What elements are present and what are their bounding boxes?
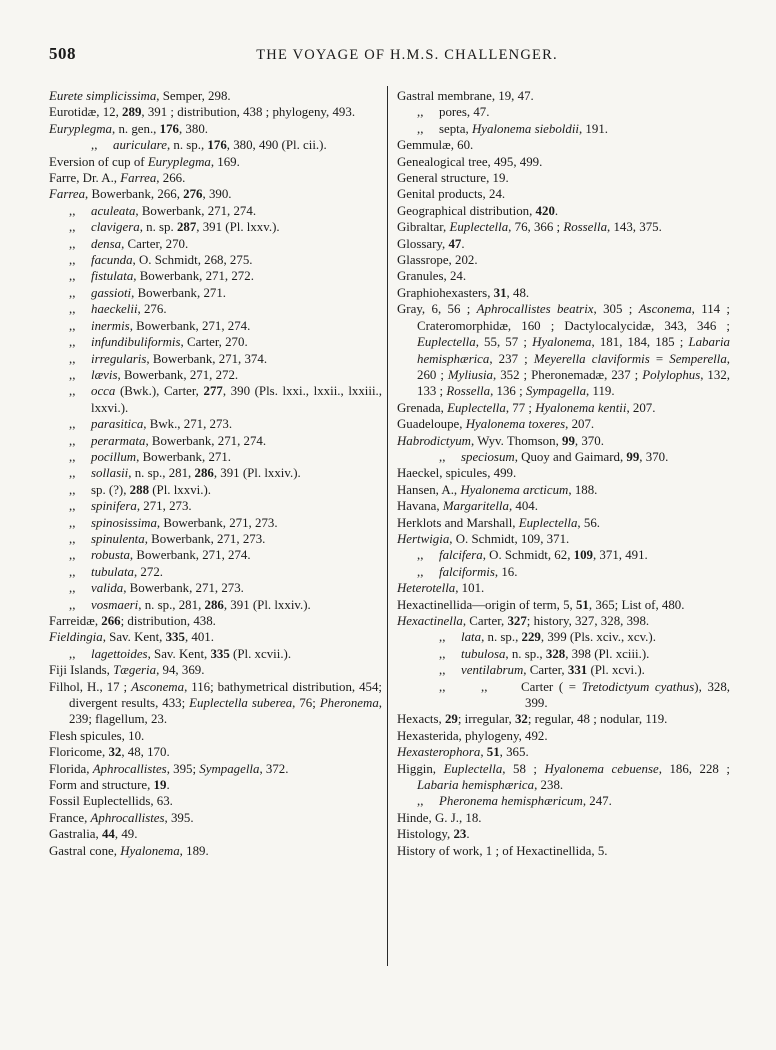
index-subentry: ,, densa, Carter, 270. xyxy=(69,236,189,251)
index-entry: Hexacts, 29; irregular, 32; regular, 48 ; nodular, 119. xyxy=(397,712,668,727)
index-subentry: ,, robusta, Bowerbank, 271, 274. xyxy=(69,548,251,563)
index-subentry: ,, parasitica, Bwk., 271, 273. xyxy=(69,417,233,432)
ditto-mark: ,, xyxy=(91,138,98,153)
index-entry: Gastral membrane, 19, 47. xyxy=(397,89,534,103)
index-entry: Farrea, Bowerbank, 266, 276, 390. xyxy=(49,187,232,202)
index-subentry: ,, auriculare, n. sp., 176, 380, 490 (Pl. cii.). xyxy=(91,138,327,153)
index-subentry: ,, perarmata, Bowerbank, 271, 274. xyxy=(69,433,267,448)
index-entry: Fiji Islands, Tægeria, 94, 369. xyxy=(49,663,205,678)
index-entry: Hexasterophora, 51, 365. xyxy=(397,745,529,760)
index-subentry: ,, facunda, O. Schmidt, 268, 275. xyxy=(69,253,253,268)
index-subentry: ,, ventilabrum, Carter, 331 (Pl. xcvi.). xyxy=(439,663,645,678)
index-entry: Gastralia, 44, 49. xyxy=(49,827,138,842)
index-subentry: ,, Pheronema hemisphæricum, 247. xyxy=(417,794,612,809)
index-entry: Guadeloupe, Hyalonema toxeres, 207. xyxy=(397,417,595,432)
index-entry: Gray, 6, 56 ; Aphrocallistes beatrix, 305 ; Asconema, 114 ; Crateromorphidæ, 160 ; Dactylocalycidæ, 343, 346 ; Euplectella, 55, 57 ; Hyalonema, 181, 184, 185 ; Labaria hemisphærica, 237 ; Meyerella claviformis = Semperella, 260 ; Myliusia, 352 ; Pheronemadæ, 237 ; Polylophus, 132, 133 ; Rossella, 136 ; Sympagella, 119. xyxy=(397,302,731,399)
index-entry: Hansen, A., Hyalonema arcticum, 188. xyxy=(397,482,598,497)
index-entry: Graphiohexasters, 31, 48. xyxy=(397,285,530,300)
index-subentry: ,, ,, Carter ( = Tretodictyum cyathus), 328, 399. xyxy=(439,679,730,711)
index-subentry: ,, spinulenta, Bowerbank, 271, 273. xyxy=(69,531,266,546)
index-entry: Geographical distribution, 420. xyxy=(397,203,559,218)
index-subentry: ,, sp. (?), 288 (Pl. lxxvi.). xyxy=(69,482,211,497)
index-subentry: ,, falcifera, O. Schmidt, 62, 109, 371, 491. xyxy=(417,548,648,563)
index-entry: Higgin, Euplectella, 58 ; Hyalonema cebuense, 186, 228 ; Labaria hemisphærica, 238. xyxy=(397,761,730,793)
index-entry: Glassrope, 202. xyxy=(397,253,478,268)
index-entry: Habrodictyum, Wyv. Thomson, 99, 370. xyxy=(397,433,604,448)
index-entry: Hexactinellida—origin of term, 5, 51, 365; List of, 480. xyxy=(397,597,685,612)
index-subentry: ,, lævis, Bowerbank, 271, 272. xyxy=(69,367,239,382)
running-head: THE VOYAGE OF H.M.S. CHALLENGER. xyxy=(256,47,558,63)
index-subentry: ,, speciosum, Quoy and Gaimard, 99, 370. xyxy=(439,449,669,464)
index-entry: Form and structure, 19. xyxy=(49,778,170,793)
index-entry: Farreidæ, 266; distribution, 438. xyxy=(49,614,216,628)
index-entry: France, Aphrocallistes, 395. xyxy=(49,810,194,825)
index-entry: Eversion of cup of Euryplegma, 169. xyxy=(49,154,240,169)
index-subentry: ,, spinifera, 271, 273. xyxy=(69,499,192,514)
index-entry: Fieldingia, Sav. Kent, 335, 401. xyxy=(49,630,214,645)
index-subentry: ,, pores, 47. xyxy=(417,105,490,120)
right-column xyxy=(397,88,730,859)
index-subentry: ,, lata, n. sp., 229, 399 (Pls. xciv., xcv.). xyxy=(439,630,656,645)
index-subentry: ,, irregularis, Bowerbank, 271, 374. xyxy=(69,351,268,366)
index-subentry: ,, vosmaeri, n. sp., 281, 286, 391 (Pl. lxxiv.). xyxy=(69,597,311,612)
index-subentry: ,, pocillum, Bowerbank, 271. xyxy=(69,449,231,464)
column-divider xyxy=(387,86,388,966)
index-entry: Histology, 23. xyxy=(397,827,470,842)
page-number: 508 xyxy=(49,44,76,63)
index-entry: Fossil Euplectellids, 63. xyxy=(49,794,173,809)
index-entry: Gastral cone, Hyalonema, 189. xyxy=(49,843,209,858)
index-subentry: ,, valida, Bowerbank, 271, 273. xyxy=(69,581,244,596)
index-entry: Farre, Dr. A., Farrea, 266. xyxy=(49,171,186,186)
index-entry: Glossary, 47. xyxy=(397,236,465,251)
index-subentry: ,, haeckelii, 276. xyxy=(69,302,167,317)
index-entry: Grenada, Euplectella, 77 ; Hyalonema kentii, 207. xyxy=(397,400,656,415)
index-entry: Gibraltar, Euplectella, 76, 366 ; Rossella, 143, 375. xyxy=(397,220,662,235)
index-subentry: ,, spinosissima, Bowerbank, 271, 273. xyxy=(69,515,278,530)
index-entry: Eurotidæ, 12, 289, 391 ; distribution, 438 ; phylogeny, 493. xyxy=(49,105,356,120)
index-subentry: ,, occa (Bwk.), Carter, 277, 390 (Pls. lxxi., lxxii., lxxiii., lxxvi.). xyxy=(69,384,383,415)
index-subentry: ,, fistulata, Bowerbank, 271, 272. xyxy=(69,269,254,284)
index-subentry: ,, tubulata, 272. xyxy=(69,564,163,579)
index-subentry: ,, lagettoides, Sav. Kent, 335 (Pl. xcvii.). xyxy=(69,646,292,661)
left-column xyxy=(49,88,382,859)
index-entry: Hertwigia, O. Schmidt, 109, 371. xyxy=(397,531,570,546)
index-entry: Floricome, 32, 48, 170. xyxy=(49,745,170,760)
index-entry: Genital products, 24. xyxy=(397,187,506,202)
index-entry: Havana, Margaritella, 404. xyxy=(397,499,538,514)
index-subentry: ,, clavigera, n. sp. 287, 391 (Pl. lxxv.). xyxy=(69,220,280,235)
index-entry: Genealogical tree, 495, 499. xyxy=(397,154,543,169)
index-entry: Euryplegma, n. gen., 176, 380. xyxy=(49,121,208,136)
index-subentry: ,, aculeata, Bowerbank, 271, 274. xyxy=(69,203,257,218)
index-entry: Herklots and Marshall, Euplectella, 56. xyxy=(397,515,600,530)
index-subentry: ,, tubulosa, n. sp., 328, 398 (Pl. xciii.). xyxy=(439,646,650,661)
index-entry: History of work, 1 ; of Hexactinellida, 5. xyxy=(397,843,608,858)
index-entry: Filhol, H., 17 ; Asconema, 116; bathymetrical distribution, 454; divergent results, 433; Euplectella suberea, 76; Pheronema, 239; flagellum, 23. xyxy=(49,679,382,727)
index-subentry: ,, infundibuliformis, Carter, 270. xyxy=(69,335,248,350)
index-entry: Florida, Aphrocallistes, 395; Sympagella, 372. xyxy=(49,761,289,776)
index-subentry: ,, falciformis, 16. xyxy=(417,564,518,579)
index-subentry: ,, septa, Hyalonema sieboldii, 191. xyxy=(417,121,608,136)
index-entry: Hinde, G. J., 18. xyxy=(397,810,482,825)
index-entry: Granules, 24. xyxy=(397,269,467,284)
index-entry: Heterotella, 101. xyxy=(397,581,485,596)
index-entry: General structure, 19. xyxy=(397,171,509,186)
index-subentry: ,, inermis, Bowerbank, 271, 274. xyxy=(69,318,251,333)
index-entry: Hexactinella, Carter, 327; history, 327, 328, 398. xyxy=(397,614,650,628)
index-subentry: ,, gassioti, Bowerbank, 271. xyxy=(69,285,226,300)
index-entry: Haeckel, spicules, 499. xyxy=(397,466,517,481)
index-subentry: ,, sollasii, n. sp., 281, 286, 391 (Pl. lxxiv.). xyxy=(69,466,301,481)
index-entry: Gemmulæ, 60. xyxy=(397,138,474,153)
index-entry: Hexasterida, phylogeny, 492. xyxy=(397,728,548,743)
index-entry: Eurete simplicissima, Semper, 298. xyxy=(49,89,231,103)
index-entry: Flesh spicules, 10. xyxy=(49,728,145,743)
